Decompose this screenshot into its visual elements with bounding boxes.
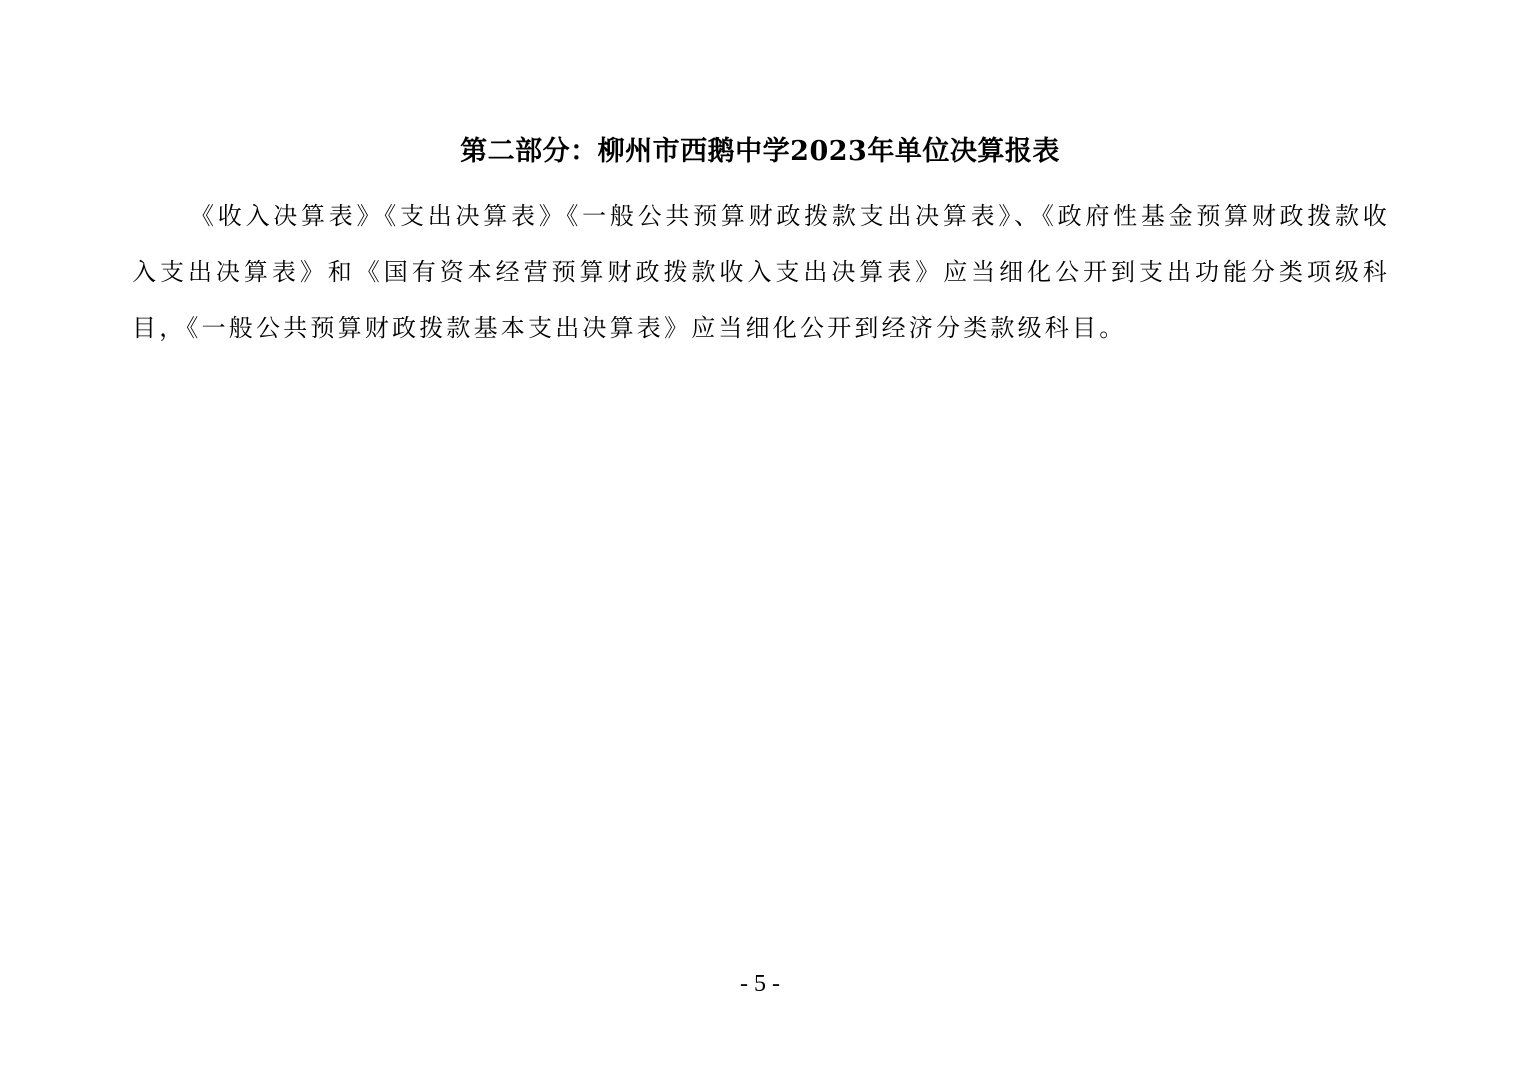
page-number: - 5 - — [740, 971, 780, 997]
section-title: 第二部分：柳州市西鹅中学2023年单位决算报表 — [460, 136, 1060, 167]
body-paragraph: 《收入决算表》《支出决算表》《一般公共预算财政拨款支出决算表》、《政府性基金预算财政拨款收入支出决算表》和《国有资本经营预算财政拨款收入支出决算表》应当细化公开到支出功能分类项级科目，《一般公共预算财政拨款基本支出决算表》应当细化公开到经济分类款级科目。 — [132, 202, 1390, 342]
